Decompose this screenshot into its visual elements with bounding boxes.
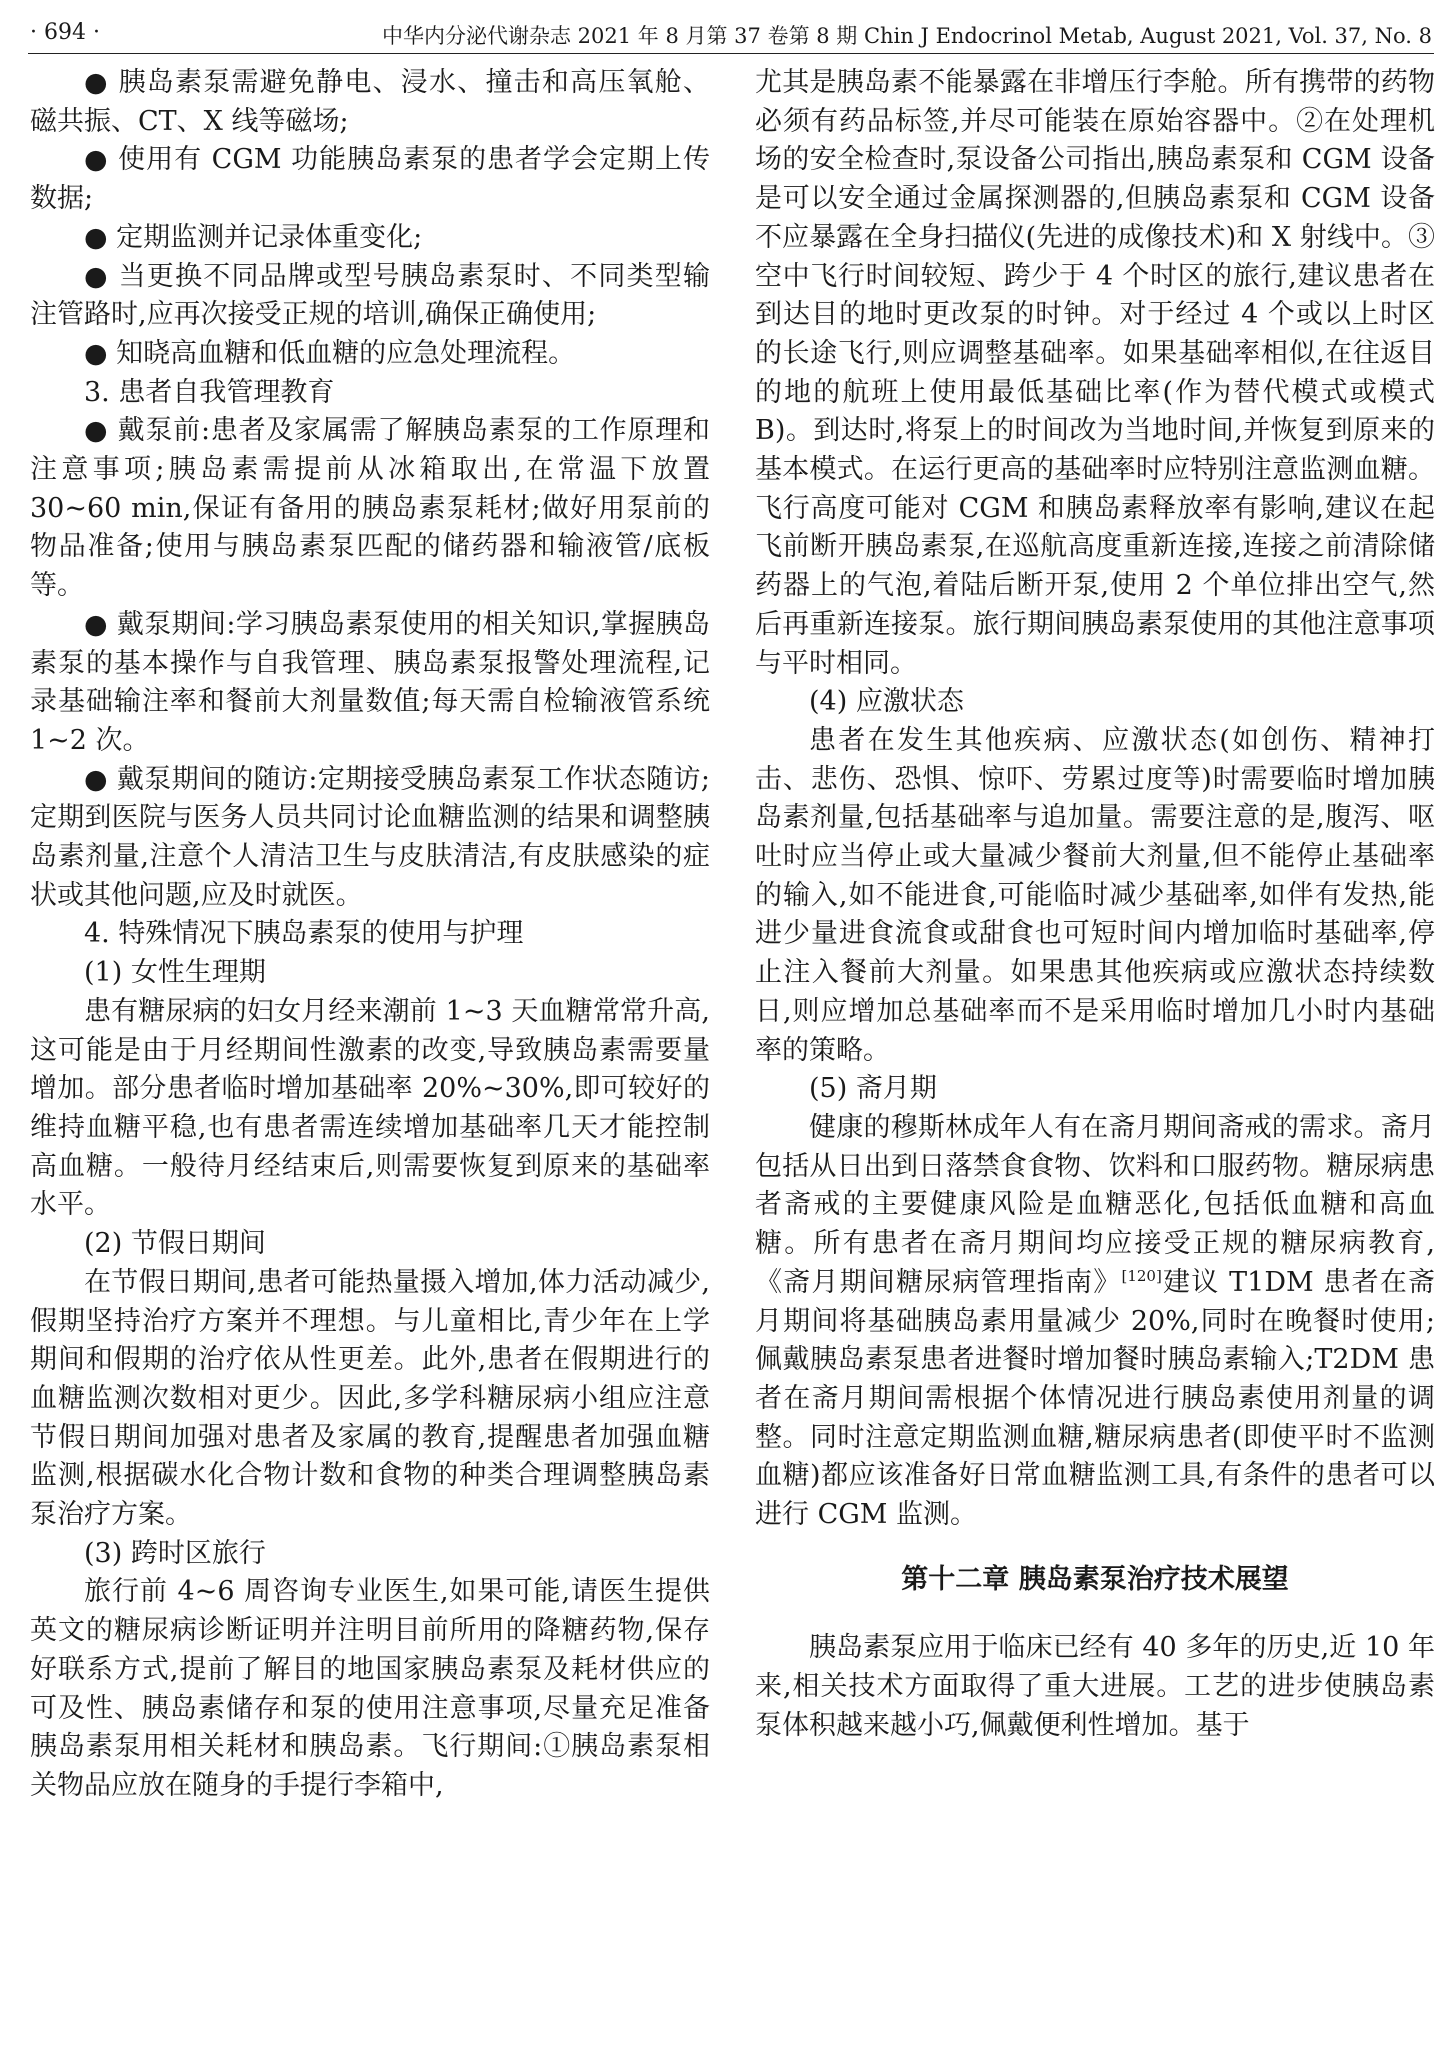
subsection-heading: (3) 跨时区旅行 <box>84 1537 266 1569</box>
body-paragraph: 患者在发生其他疾病、应激状态(如创伤、精神打击、悲伤、恐惧、惊吓、劳累过度等)时需要临时增加胰岛素剂量,包括基础率与追加量。需要注意的是,腹泻、呕吐时应当停止或大量减少餐前大剂量,但不能停止基础率的输入,如不能进食,可能临时减少基础率,如伴有发热,能进少量进食流食或甜食也可短时间内增加临时基础率,停止注入餐前大剂量。如果患其他疾病或应激状态持续数日,则应增加总基础率而不是采用临时增加几小时内基础率的策略。 <box>755 724 1435 1066</box>
bullet-paragraph: ● 使用有 CGM 功能胰岛素泵的患者学会定期上传数据; <box>30 144 710 215</box>
bullet-paragraph: ● 胰岛素泵需避免静电、浸水、撞击和高压氧舱、磁共振、CT、X 线等磁场; <box>30 67 710 137</box>
bullet-paragraph: ● 定期监测并记录体重变化; <box>84 221 423 253</box>
subsection-heading: (4) 应激状态 <box>809 686 964 718</box>
bullet-paragraph: ● 戴泵前:患者及家属需了解胰岛素泵的工作原理和注意事项;胰岛素需提前从冰箱取出,在常温下放置 30~60 min,保证有备用的胰岛素泵耗材;做好用泵前的物品准备;使用与胰岛素泵匹配的储药器和输液管/底板等。 <box>30 415 710 602</box>
left-column <box>30 64 710 2044</box>
header-rule <box>28 53 1434 54</box>
chapter-title: 第十二章 胰岛素泵治疗技术展望 <box>901 1563 1289 1595</box>
page-header <box>0 0 1452 54</box>
reference-marker: [120] <box>1121 1266 1162 1285</box>
body-paragraph: 旅行前 4~6 周咨询专业医生,如果可能,请医生提供英文的糖尿病诊断证明并注明目前所用的降糖药物,保存好联系方式,提前了解目的地国家胰岛素泵及耗材供应的可及性、胰岛素储存和泵的使用注意事项,尽量充足准备胰岛素泵用相关耗材和胰岛素。飞行期间:①胰岛素泵相关物品应放在随身的手提行李箱中, <box>30 1576 710 1801</box>
body-paragraph-continued: 尤其是胰岛素不能暴露在非增压行李舱。所有携带的药物必须有药品标签,并尽可能装在原始容器中。②在处理机场的安全检查时,泵设备公司指出,胰岛素泵和 CGM 设备是可以安全通过金属探测器的,但胰岛素泵和 CGM 设备不应暴露在全身扫描仪(先进的成像技术)和 X 射线中。③空中飞行时间较短、跨少于 4 个时区的旅行,建议患者在到达目的地时更改泵的时钟。对于经过 4 个或以上时区的长途飞行,则应调整基础率。如果基础率相似,在往返目的地的航班上使用最低基础比率(作为替代模式或模式 B)。到达时,将泵上的时间改为当地时间,并恢复到原来的基本模式。在运行更高的基础率时应特别注意监测血糖。飞行高度可能对 CGM 和胰岛素释放率有影响,建议在起飞前断开胰岛素泵,在巡航高度重新连接,连接之前清除储药器上的气泡,着陆后断开泵,使用 2 个单位排出空气,然后再重新连接泵。旅行期间胰岛素泵使用的其他注意事项与平时相同。 <box>755 67 1435 679</box>
body-paragraph: 患有糖尿病的妇女月经来潮前 1~3 天血糖常常升高,这可能是由于月经期间性激素的改变,导致胰岛素需要量增加。部分患者临时增加基础率 20%~30%,即可较好的维持血糖平稳,也有患者需连续增加基础率几天才能控制高血糖。一般待月经结束后,则需要恢复到原来的基础率水平。 <box>30 995 710 1221</box>
subsection-heading: (5) 斋月期 <box>809 1073 937 1105</box>
bullet-paragraph: ● 当更换不同品牌或型号胰岛素泵时、不同类型输注管路时,应再次接受正规的培训,确保正确使用; <box>30 260 710 331</box>
body-paragraph: 在节假日期间,患者可能热量摄入增加,体力活动减少,假期坚持治疗方案并不理想。与儿童相比,青少年在上学期间和假期的治疗依从性更差。此外,患者在假期进行的血糖监测次数相对更少。因此,多学科糖尿病小组应注意节假日期间加强对患者及家属的教育,提醒患者加强血糖监测,根据碳水化合物计数和食物的种类合理调整胰岛素泵治疗方案。 <box>30 1266 710 1531</box>
page-number: · 694 · <box>30 20 100 45</box>
section-heading: 4. 特殊情况下胰岛素泵的使用与护理 <box>84 918 524 950</box>
section-heading: 3. 患者自我管理教育 <box>84 376 335 408</box>
body-paragraph <box>755 1109 1435 1535</box>
paragraph-text: 建议 T1DM 患者在斋月期间将基础胰岛素用量减少 20%,同时在晚餐时使用;佩戴胰岛素泵患者进餐时增加餐时胰岛素输入;T2DM 患者在斋月期间需根据个体情况进行胰岛素使用剂量的调整。同时注意定期监测血糖,糖尿病患者(即使平时不监测血糖)都应该准备好日常血糖监测工具,有条件的患者可以进行 CGM 监测。 <box>755 1266 1435 1531</box>
body-paragraph: 胰岛素泵应用于临床已经有 40 多年的历史,近 10 年来,相关技术方面取得了重大进展。工艺的进步使胰岛素泵体积越来越小巧,佩戴便利性增加。基于 <box>755 1632 1435 1741</box>
subsection-heading: (1) 女性生理期 <box>84 957 266 989</box>
bullet-paragraph: ● 戴泵期间的随访:定期接受胰岛素泵工作状态随访;定期到医院与医务人员共同讨论血糖监测的结果和调整胰岛素剂量,注意个人清洁卫生与皮肤清洁,有皮肤感染的症状或其他问题,应及时就医。 <box>30 763 710 911</box>
bullet-paragraph: ● 知晓高血糖和低血糖的应急处理流程。 <box>84 337 576 369</box>
right-column <box>755 64 1435 2044</box>
journal-citation: 中华内分泌代谢杂志 2021 年 8 月第 37 卷第 8 期 Chin J Endocrinol Metab, August 2021, Vol. 37, No. 8 <box>382 24 1432 48</box>
paragraph-text: 健康的穆斯林成年人有在斋月期间斋戒的需求。斋月包括从日出到日落禁食食物、饮料和口服药物。糖尿病患者斋戒的主要健康风险是血糖恶化,包括低血糖和高血糖。所有患者在斋月期间均应接受正规的糖尿病教育,《斋月期间糖尿病管理指南》 <box>755 1111 1435 1298</box>
subsection-heading: (2) 节假日期间 <box>84 1228 266 1260</box>
bullet-paragraph: ● 戴泵期间:学习胰岛素泵使用的相关知识,掌握胰岛素泵的基本操作与自我管理、胰岛素泵报警处理流程,记录基础输注率和餐前大剂量数值;每天需自检输液管系统 1~2 次。 <box>30 608 710 756</box>
